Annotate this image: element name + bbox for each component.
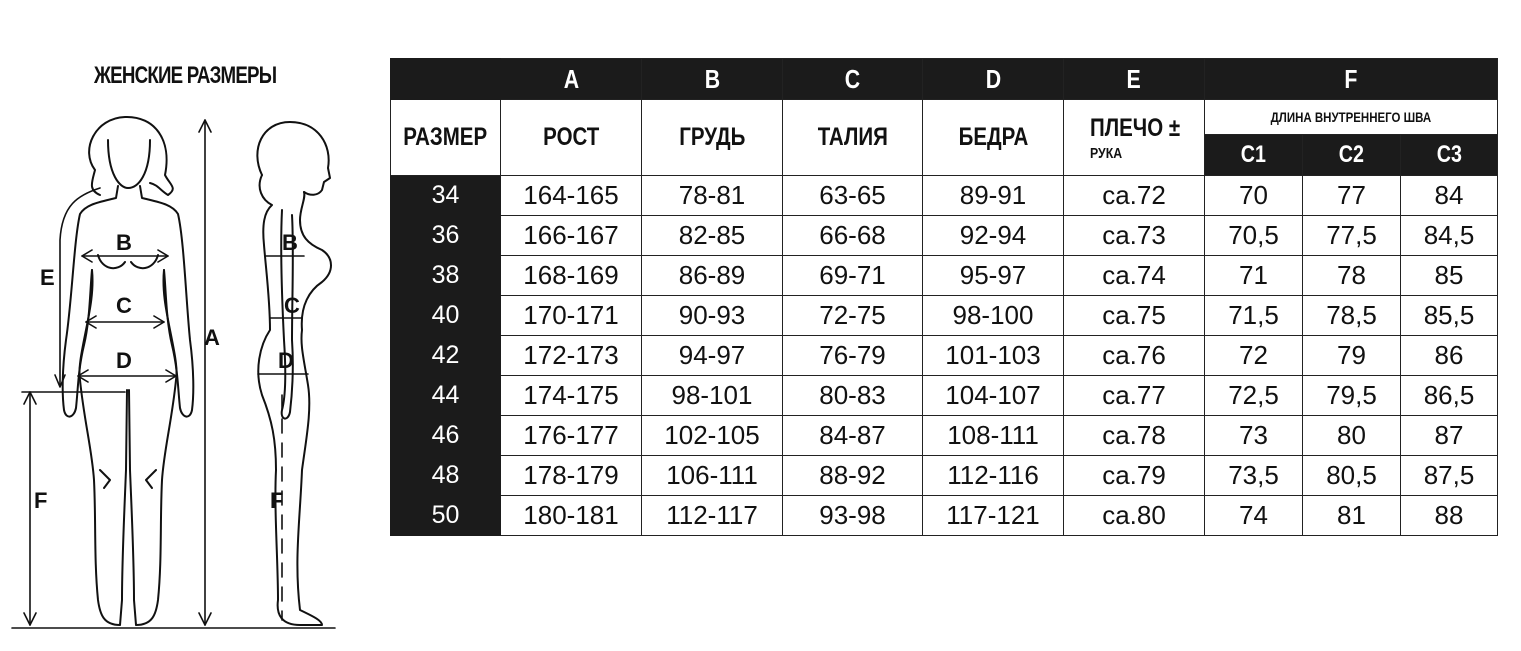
cell-c1: 73: [1205, 416, 1303, 456]
header-c3: C3: [1401, 135, 1498, 176]
cell-hips: 101-103: [923, 336, 1064, 376]
cell-height: 166-167: [501, 216, 642, 256]
letter-b: B: [642, 59, 783, 100]
cell-c3: 86: [1401, 336, 1498, 376]
cell-height: 178-179: [501, 456, 642, 496]
cell-c1: 73,5: [1205, 456, 1303, 496]
cell-shoulder: ca.75: [1064, 296, 1205, 336]
cell-c1: 74: [1205, 496, 1303, 536]
cell-c3: 84,5: [1401, 216, 1498, 256]
letter-header-row: [391, 59, 1498, 100]
cell-c3: 88: [1401, 496, 1498, 536]
figure-label-b-side: B: [282, 230, 298, 255]
cell-hips: 112-116: [923, 456, 1064, 496]
cell-hips: 98-100: [923, 296, 1064, 336]
cell-size: 48: [391, 456, 501, 496]
cell-c3: 84: [1401, 176, 1498, 216]
cell-waist: 63-65: [783, 176, 923, 216]
cell-c2: 79,5: [1303, 376, 1401, 416]
header-inseam: ДЛИНА ВНУТРЕННЕГО ШВА: [1205, 100, 1498, 135]
body-measurement-figure: [0, 100, 340, 640]
letter-e: E: [1064, 59, 1205, 100]
cell-waist: 84-87: [783, 416, 923, 456]
cell-c2: 77,5: [1303, 216, 1401, 256]
header-hips: БЕДРА: [923, 100, 1064, 176]
cell-size: 40: [391, 296, 501, 336]
cell-shoulder: ca.76: [1064, 336, 1205, 376]
cell-chest: 98-101: [642, 376, 783, 416]
table-row: [391, 336, 1498, 376]
cell-c2: 78,5: [1303, 296, 1401, 336]
cell-chest: 106-111: [642, 456, 783, 496]
cell-waist: 76-79: [783, 336, 923, 376]
cell-height: 168-169: [501, 256, 642, 296]
cell-height: 180-181: [501, 496, 642, 536]
cell-chest: 86-89: [642, 256, 783, 296]
cell-waist: 69-71: [783, 256, 923, 296]
cell-waist: 80-83: [783, 376, 923, 416]
figure-label-b: B: [116, 230, 132, 255]
cell-shoulder: ca.77: [1064, 376, 1205, 416]
cell-shoulder: ca.73: [1064, 216, 1205, 256]
cell-waist: 88-92: [783, 456, 923, 496]
cell-shoulder: ca.78: [1064, 416, 1205, 456]
cell-chest: 102-105: [642, 416, 783, 456]
cell-c3: 85: [1401, 256, 1498, 296]
header-blank: [391, 59, 501, 100]
size-table: [390, 58, 1498, 536]
cell-height: 172-173: [501, 336, 642, 376]
cell-height: 176-177: [501, 416, 642, 456]
cell-height: 164-165: [501, 176, 642, 216]
cell-c1: 72,5: [1205, 376, 1303, 416]
cell-chest: 82-85: [642, 216, 783, 256]
table-row: [391, 296, 1498, 336]
cell-shoulder: ca.72: [1064, 176, 1205, 216]
cell-hips: 95-97: [923, 256, 1064, 296]
measurement-lines: [12, 120, 335, 628]
cell-size: 38: [391, 256, 501, 296]
table-row: [391, 456, 1498, 496]
cell-c2: 78: [1303, 256, 1401, 296]
cell-hips: 92-94: [923, 216, 1064, 256]
letter-d: D: [923, 59, 1064, 100]
page-title: ЖЕНСКИЕ РАЗМЕРЫ: [94, 62, 277, 89]
cell-chest: 90-93: [642, 296, 783, 336]
header-shoulder: ПЛЕЧО ±: [1090, 113, 1181, 142]
cell-size: 50: [391, 496, 501, 536]
cell-size: 42: [391, 336, 501, 376]
figure-label-f-side: F: [270, 488, 284, 513]
figure-label-e: E: [40, 265, 55, 290]
cell-c2: 77: [1303, 176, 1401, 216]
header-c2: C2: [1303, 135, 1401, 176]
table-row: [391, 256, 1498, 296]
cell-c3: 85,5: [1401, 296, 1498, 336]
cell-c3: 87: [1401, 416, 1498, 456]
cell-height: 174-175: [501, 376, 642, 416]
table-row: [391, 496, 1498, 536]
cell-c3: 86,5: [1401, 376, 1498, 416]
table-row: [391, 376, 1498, 416]
cell-shoulder: ca.74: [1064, 256, 1205, 296]
cell-c1: 70: [1205, 176, 1303, 216]
letter-a: A: [501, 59, 642, 100]
cell-hips: 117-121: [923, 496, 1064, 536]
header-arm: РУКА: [1090, 144, 1123, 162]
table-row: [391, 416, 1498, 456]
header-chest: ГРУДЬ: [642, 100, 783, 176]
cell-shoulder: ca.80: [1064, 496, 1205, 536]
cell-c2: 80,5: [1303, 456, 1401, 496]
cell-waist: 66-68: [783, 216, 923, 256]
cell-c2: 79: [1303, 336, 1401, 376]
letter-c: C: [783, 59, 923, 100]
cell-waist: 93-98: [783, 496, 923, 536]
table-row: [391, 216, 1498, 256]
cell-hips: 104-107: [923, 376, 1064, 416]
cell-height: 170-171: [501, 296, 642, 336]
header-waist: ТАЛИЯ: [783, 100, 923, 176]
cell-waist: 72-75: [783, 296, 923, 336]
cell-size: 44: [391, 376, 501, 416]
cell-chest: 112-117: [642, 496, 783, 536]
cell-c1: 71: [1205, 256, 1303, 296]
cell-size: 34: [391, 176, 501, 216]
cell-c1: 70,5: [1205, 216, 1303, 256]
figure-label-f: F: [34, 488, 48, 513]
figure-label-d: D: [116, 348, 132, 373]
cell-chest: 94-97: [642, 336, 783, 376]
cell-size: 36: [391, 216, 501, 256]
figure-label-a: A: [204, 325, 220, 350]
cell-hips: 108-111: [923, 416, 1064, 456]
header-size: РАЗМЕР: [391, 100, 501, 176]
cell-c2: 81: [1303, 496, 1401, 536]
cell-c1: 72: [1205, 336, 1303, 376]
name-header-row: [391, 100, 1498, 135]
cell-c1: 71,5: [1205, 296, 1303, 336]
figure-label-c-side: C: [284, 293, 300, 318]
figure-label-c: C: [116, 293, 132, 318]
cell-shoulder: ca.79: [1064, 456, 1205, 496]
cell-c3: 87,5: [1401, 456, 1498, 496]
cell-size: 46: [391, 416, 501, 456]
table-row: [391, 176, 1498, 216]
cell-hips: 89-91: [923, 176, 1064, 216]
cell-c2: 80: [1303, 416, 1401, 456]
figure-label-d-side: D: [278, 348, 294, 373]
cell-chest: 78-81: [642, 176, 783, 216]
header-height: РОСТ: [501, 100, 642, 176]
header-shoulder-arm: [1064, 100, 1205, 176]
letter-f: F: [1205, 59, 1498, 100]
header-c1: C1: [1205, 135, 1303, 176]
